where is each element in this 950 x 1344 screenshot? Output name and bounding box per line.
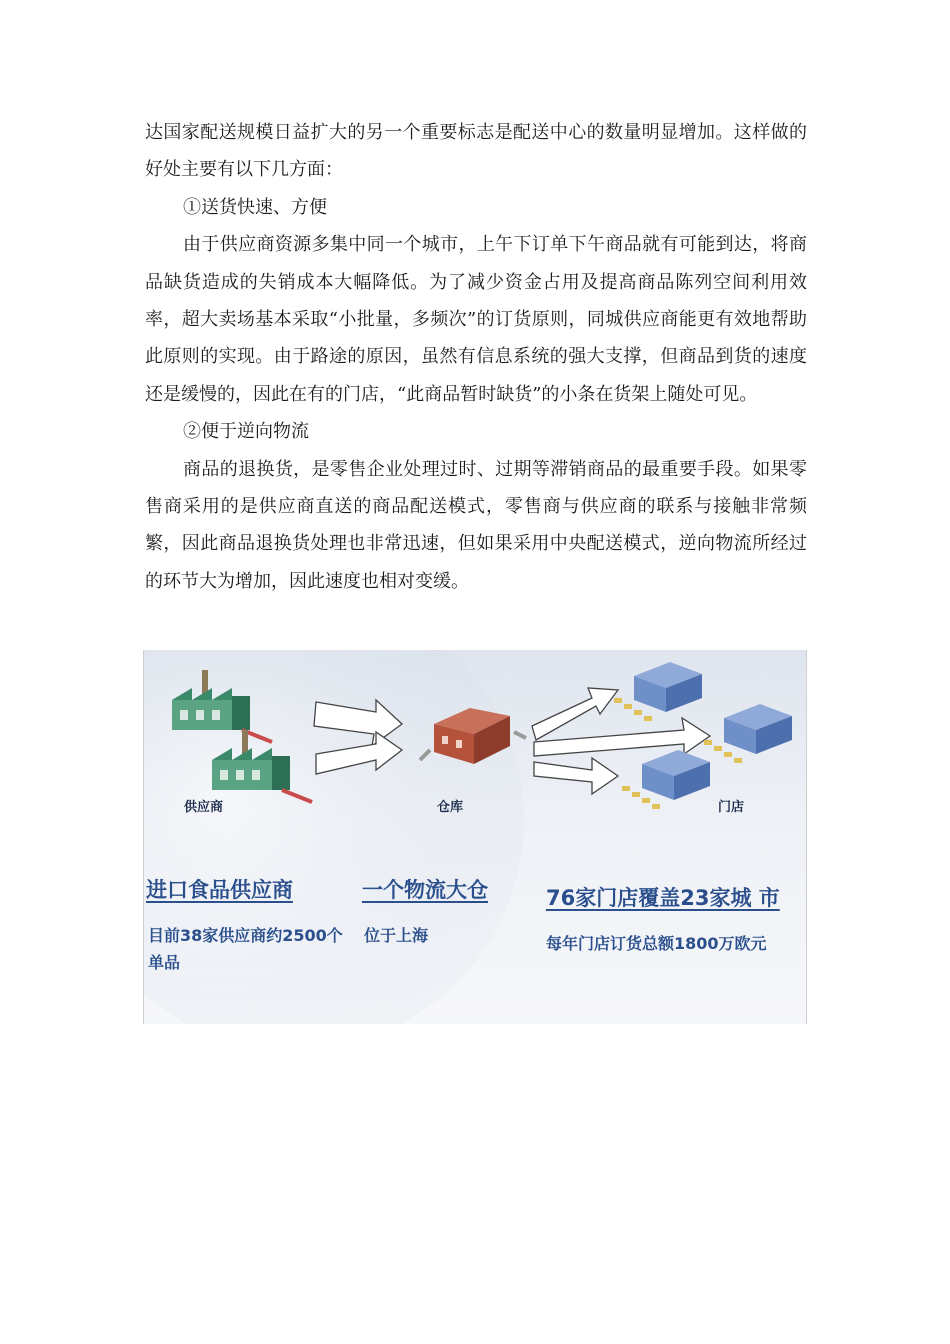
store-label: 门店	[718, 800, 745, 815]
column-desc-warehouse: 位于上海	[364, 926, 429, 945]
supplier-label: 供应商	[184, 800, 224, 815]
section-heading-1: ①送货快速、方便	[183, 196, 327, 218]
column-title-warehouse: 一个物流大仓	[362, 878, 488, 902]
body-text	[145, 114, 807, 600]
paragraph-body-1: 由于供应商资源多集中同一个城市，上午下订单下午商品就有可能到达，将商品缺货造成的失销成本大幅降低。为了减少资金占用及提高商品陈列空间利用效率，超大卖场基本采取“小批量，多频次”的订货原则，同城供应商能更有效地帮助此原则的实现。由于路途的原因，虽然有信息系统的强大支撑，但商品到货的速度还是缓慢的，因此在有的门店，“此商品暂时缺货”的小条在货架上随处可见。	[145, 234, 807, 405]
paragraph-body-2: 商品的退换货，是零售企业处理过时、过期等滞销商品的最重要手段。如果零售商采用的是供应商直送的商品配送模式，零售商与供应商的联系与接触非常频繁，因此商品退换货处理也非常迅速，但如果采用中央配送模式，逆向物流所经过的环节大为增加，因此速度也相对变缓。	[145, 458, 807, 592]
column-desc-suppliers: 目前38家供应商约2500个单品	[148, 926, 343, 972]
paragraph-continuation: 达国家配送规模日益扩大的另一个重要标志是配送中心的数量明显增加。这样做的好处主要有以下几方面：	[145, 122, 807, 181]
distribution-diagram	[143, 650, 807, 1024]
warehouse-label: 仓库	[437, 800, 464, 815]
column-title-stores: 76家门店覆盖23家城 市	[546, 886, 780, 910]
store-icon	[622, 750, 710, 809]
column-title-suppliers: 进口食品供应商	[146, 878, 293, 902]
section-heading-2: ②便于逆向物流	[183, 421, 309, 443]
store-icon	[614, 662, 702, 721]
store-icon	[704, 704, 792, 763]
column-desc-stores: 每年门店订货总额1800万欧元	[546, 934, 767, 953]
